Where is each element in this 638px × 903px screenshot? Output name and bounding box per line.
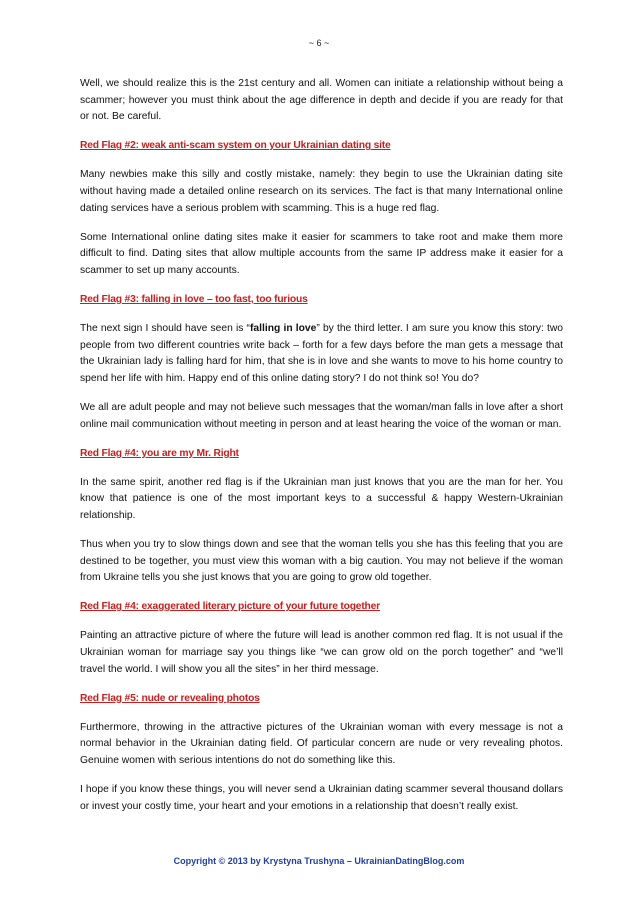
heading-red-flag-3: Red Flag #3: falling in love – too fast, too furious — [80, 293, 308, 305]
paragraph-red-flag-5: Furthermore, throwing in the attractive pictures of the Ukrainian woman with every message is not a normal behavior in the Ukrainian dating field. Of particular concern are nude or very revealing photos. Genuine women with serious intentions do not do something like this. — [80, 721, 563, 766]
page-number: ~ 6 ~ — [308, 38, 330, 48]
heading-red-flag-2: Red Flag #2: weak anti-scam system on your Ukrainian dating site — [80, 140, 391, 152]
heading-red-flag-4-mr-right: Red Flag #4: you are my Mr. Right — [80, 447, 239, 459]
paragraph-intro: Well, we should realize this is the 21st century and all. Women can initiate a relationship without being a scammer; however you must think about the age difference in depth and decide if you are ready for that or not. Be careful. — [80, 78, 563, 123]
bold-phrase-falling-in-love: falling in love — [250, 323, 317, 335]
paragraph-red-flag-3-a-end: ” by the third letter. I am sure you know this story: two people from two different countries write back – forth for a few days before the man gets a message that the Ukrainian lady is falling hard for him, that she is in love and she wants to move to his home country to spend her life with him. Happy end of this online dating story? I do not think so! You do? — [80, 323, 564, 384]
paragraph-literary-picture: Painting an attractive picture of where the future will lead is another common red flag. It is not usual if the Ukrainian woman for marriage say you things like “we can grow old on the porch together” and “we’ll travel the world. I will show you all the sites” in her third message. — [80, 630, 563, 675]
heading-red-flag-4-literary-picture: Red Flag #4: exaggerated literary picture of your future together — [80, 601, 380, 613]
paragraph-red-flag-3-b: We all are adult people and may not believe such messages that the woman/man falls in love after a short online mail communication without meeting in person and at least hearing the voice of the woman or man. — [80, 401, 563, 430]
paragraph-red-flag-3-a — [80, 321, 563, 387]
paragraph-red-flag-4-a: In the same spirit, another red flag is if the Ukrainian man just knows that you are the man for her. You know that patience is one of the most important keys to a successful & happy Western-Ukrainian relationship. — [80, 476, 563, 521]
heading-red-flag-5: Red Flag #5: nude or revealing photos — [80, 692, 260, 704]
paragraph-red-flag-2-a: Many newbies make this silly and costly mistake, namely: they begin to use the Ukrainian dating site without having made a detailed online research on its services. The fact is that many International online dating services have a serious problem with scamming. This is a huge red flag. — [80, 169, 563, 214]
footer-copyright: Copyright © 2013 by Krystyna Trushyna – UkrainianDatingBlog.com — [173, 856, 465, 866]
paragraph-red-flag-4-b: Thus when you try to slow things down and see that the woman tells you she has this feeling that you are destined to be together, you must view this woman with a big caution. You may not believe if the woman from Ukraine tells you she just knows that you are going to grow old together. — [80, 538, 563, 584]
paragraph-red-flag-3-a-start: The next sign I should have seen is “ — [80, 323, 250, 335]
paragraph-conclusion: I hope if you know these things, you will never send a Ukrainian dating scammer several thousand dollars or invest your costly time, your heart and your emotions in a relationship that doesn’t really exist. — [80, 784, 563, 812]
paragraph-red-flag-2-b: Some International online dating sites make it easier for scammers to take root and make them more difficult to find. Dating sites that allow multiple accounts from the same IP address make it easier for a scammer to set up many accounts. — [80, 231, 563, 276]
page-body — [80, 76, 563, 828]
